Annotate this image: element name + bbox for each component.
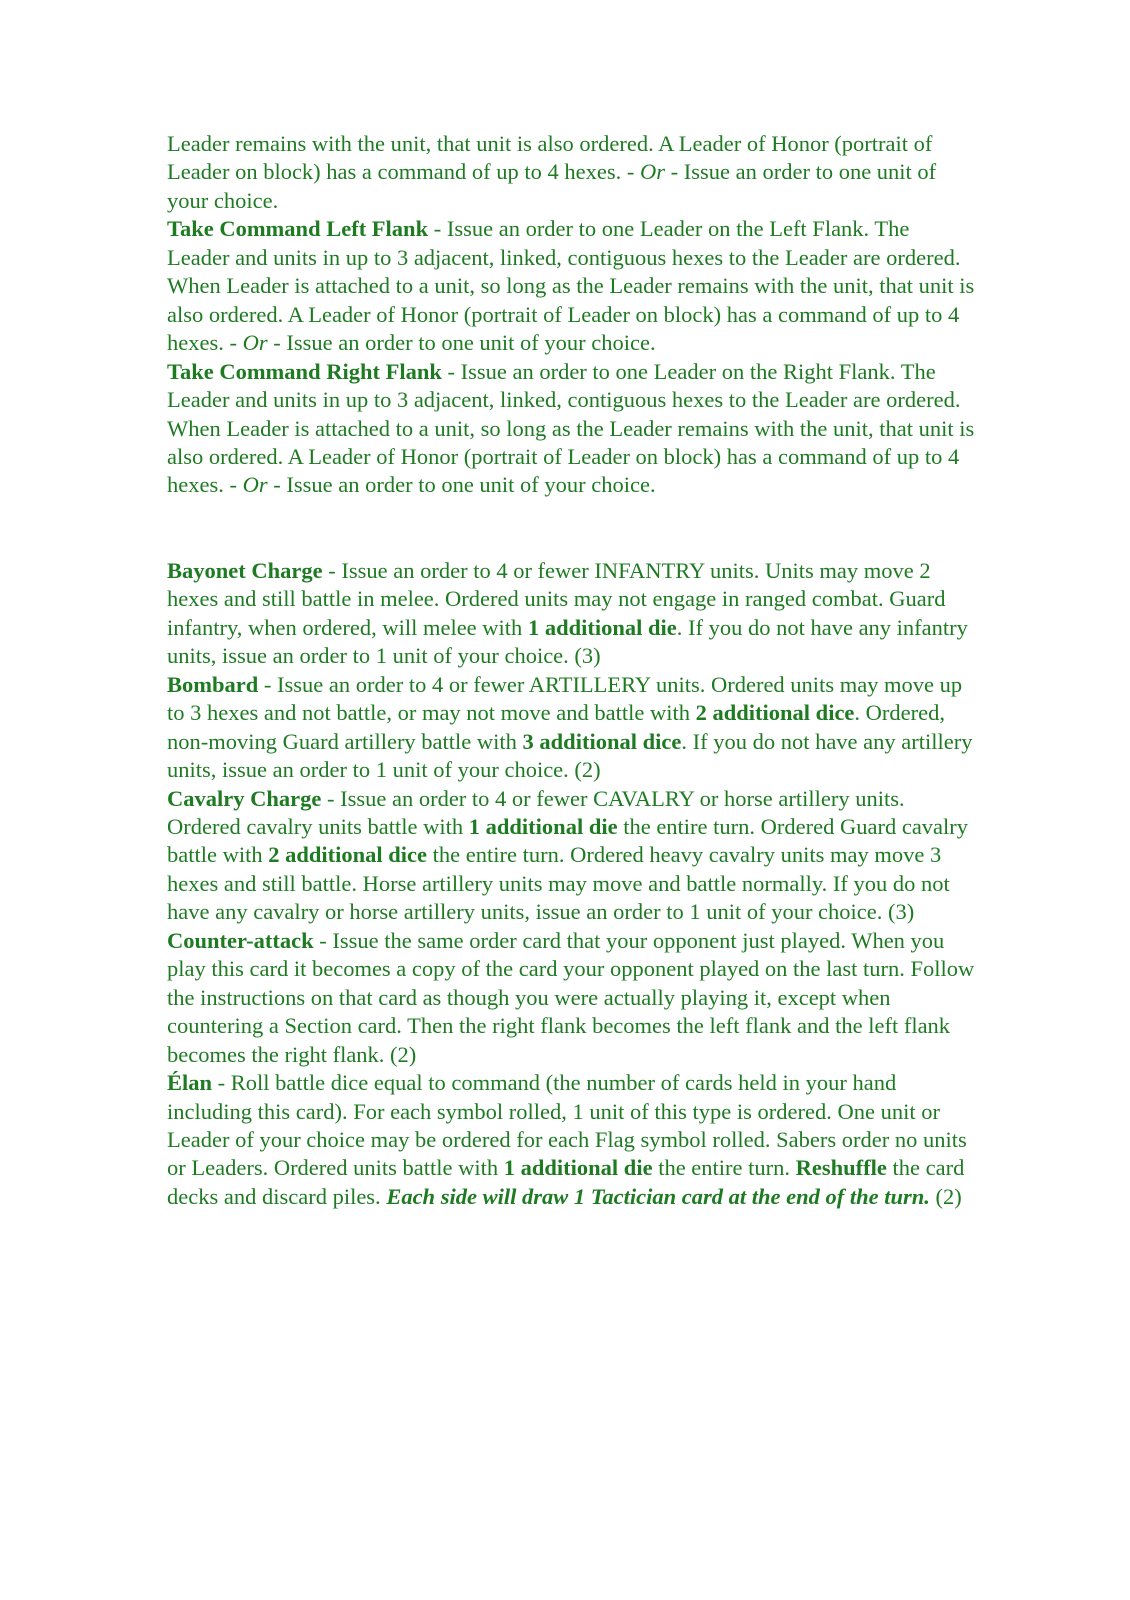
paragraph-bombard [167, 671, 975, 785]
paragraph-take-command-left-flank [167, 215, 975, 357]
text-segment: - Issue the same order card that your opponent just played. When you play this card it becomes a copy of the card your opponent played on the last turn. Follow the instructions on that card as though you were actually playing it, except when countering a Section card. Then the right flank becomes the left flank and the left flank becomes the right flank. (2) [167, 927, 975, 1067]
text-segment: Cavalry Charge [167, 785, 322, 811]
text-segment: 2 additional dice [268, 842, 428, 868]
text-segment: Leader remains with the unit, that unit is also ordered. A Leader of Honor (portrait of Leader on block) has a command of up to 4 hexes. - [167, 131, 933, 185]
text-segment: the entire turn. Ordered heavy cavalry units may move 3 hexes and still battle. Horse artillery units may move and battle normally. If you do not have any cavalry or horse artillery units, issue an order to 1 unit of your choice. (3) [167, 842, 950, 925]
paragraph-cavalry-charge [167, 785, 975, 927]
text-segment: 1 additional die [503, 1155, 653, 1181]
text-segment: Counter-attack [167, 927, 314, 953]
text-segment: Bayonet Charge [167, 557, 323, 583]
content-column [167, 130, 975, 1211]
text-segment: . If you do not have any artillery units, issue an order to 1 unit of your choice. (2) [167, 728, 973, 783]
text-segment: Reshuffle [795, 1155, 887, 1181]
text-segment: 1 additional die [468, 813, 618, 839]
take-command-section [167, 130, 975, 500]
text-segment: - Issue an order to one unit of your choice. [167, 159, 937, 213]
text-segment: - Issue an order to one unit of your choice. [267, 472, 656, 498]
paragraph-bayonet-charge [167, 557, 975, 671]
text-segment: Or [242, 472, 268, 498]
text-segment: . Ordered, non-moving Guard artillery battle with [167, 700, 946, 754]
text-segment: Bombard [167, 671, 259, 697]
text-segment: Or [242, 330, 268, 356]
paragraph-counter-attack [167, 927, 975, 1069]
paragraph-take-command-right-flank [167, 358, 975, 500]
text-segment: Each side will draw 1 Tactician card at the end of the turn. [386, 1183, 930, 1209]
text-segment: - Issue an order to one unit of your choice. [267, 330, 656, 356]
text-segment: - Issue an order to one Leader on the Left Flank. The Leader and units in up to 3 adjacent, linked, contiguous hexes to the Leader are ordered. When Leader is attached to a unit, so long as the Leader remains with the unit, that unit is also ordered. A Leader of Honor (portrait of Leader on block) has a command of up to 4 hexes. - [167, 216, 975, 356]
text-segment: the entire turn. [652, 1155, 796, 1181]
text-segment: - Issue an order to 4 or fewer INFANTRY units. Units may move 2 hexes and still battle in melee. Ordered units may not engage in ranged combat. Guard infantry, when ordered, will melee with [167, 557, 946, 640]
text-segment: Élan [167, 1070, 213, 1096]
text-segment: Take Command Left Flank [167, 216, 429, 242]
text-segment: the entire turn. Ordered Guard cavalry battle with [167, 813, 969, 868]
order-cards-section [167, 557, 975, 1211]
paragraph-take-command-center-continuation [167, 130, 975, 215]
text-segment: the card decks and discard piles. [167, 1155, 965, 1209]
text-segment: 3 additional dice [522, 728, 682, 754]
text-segment: Take Command Right Flank [167, 358, 442, 384]
text-blocks [167, 130, 975, 1211]
text-segment: Or [639, 159, 665, 185]
text-segment: - Issue an order to 4 or fewer CAVALRY or horse artillery units. Ordered cavalry units battle with [167, 785, 905, 839]
text-segment: - Roll battle dice equal to command (the number of cards held in your hand including this card). For each symbol rolled, 1 unit of this type is ordered. One unit or Leader of your choice may be ordered for each Flag symbol rolled. Sabers order no units or Leaders. Ordered units battle with [167, 1070, 967, 1181]
text-segment: 2 additional dice [695, 700, 855, 726]
text-segment: (2) [929, 1183, 962, 1209]
paragraph-elan [167, 1069, 975, 1211]
text-segment: - Issue an order to 4 or fewer ARTILLERY units. Ordered units may move up to 3 hexes and not battle, or may not move and battle with [167, 671, 963, 726]
text-segment: 1 additional die [527, 614, 677, 640]
text-segment: - Issue an order to one Leader on the Right Flank. The Leader and units in up to 3 adjacent, linked, contiguous hexes to the Leader are ordered. When Leader is attached to a unit, so long as the Leader remains with the unit, that unit is also ordered. A Leader of Honor (portrait of Leader on block) has a command of up to 4 hexes. - [167, 358, 975, 498]
text-segment: . If you do not have any infantry units, issue an order to 1 unit of your choice. (3) [167, 614, 968, 669]
